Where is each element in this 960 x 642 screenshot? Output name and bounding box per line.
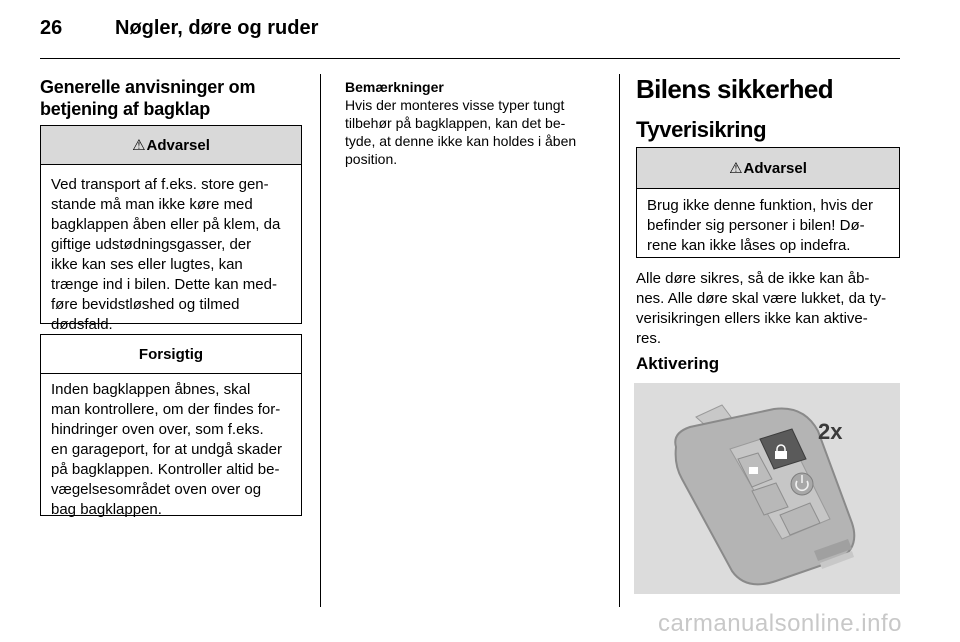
caution-box-header: Forsigtig xyxy=(41,335,301,374)
warning-box-anti-theft xyxy=(636,147,900,258)
warning-box-body: Brug ikke denne funktion, hvis der befinder sig personer i bilen! Dø- rene kan ikke låses op indefra. xyxy=(647,197,873,254)
page-number: 26 xyxy=(40,17,63,39)
warning-box-header: ⚠ Advarsel xyxy=(637,148,899,189)
warning-triangle-icon: ⚠ xyxy=(729,160,743,177)
header-rule xyxy=(40,58,900,59)
caution-box-tailgate xyxy=(40,334,302,516)
note-block: Bemærkninger Hvis der monteres visse typer tungt tilbehør på bagklappen, kan det be- tyde, at denne ikke kan holdes i åben position. xyxy=(345,78,611,168)
warning-box-tailgate xyxy=(40,125,302,333)
section-title-tailgate: Generelle anvisninger om betjening af bagklap xyxy=(40,77,256,119)
warning-triangle-icon: ⚠ xyxy=(132,137,146,154)
warning-box-header: ⚠ Advarsel xyxy=(41,126,301,165)
car-key-fob-icon xyxy=(634,383,900,594)
press-twice-label: 2x xyxy=(818,419,843,444)
page-title: Nøgler, døre og ruder xyxy=(115,17,319,39)
subheading-anti-theft: Tyverisikring xyxy=(636,117,767,142)
anti-theft-paragraph: Alle døre sikres, så de ikke kan åb- nes. Alle døre skal være lukket, da ty- verisikringen ellers ikke kan aktive- res. xyxy=(636,270,887,347)
heading-vehicle-security: Bilens sikkerhed xyxy=(636,74,834,104)
column-divider-left xyxy=(320,74,321,607)
note-title: Bemærkninger xyxy=(345,79,444,95)
activation-heading: Aktivering xyxy=(636,354,720,373)
watermark: carmanualsonline.info xyxy=(658,610,902,637)
key-fob-figure xyxy=(634,383,900,594)
column-divider-right xyxy=(619,74,620,607)
caution-box-body: Inden bagklappen åbnes, skal man kontrollere, om der findes for- hindringer oven over, som f.eks. en garageport, for at undgå skader på bagklappen. Kontroller altid be- vægelsesområdet oven over og bag bagklappen. xyxy=(51,381,282,518)
warning-box-body: Ved transport af f.eks. store gen- stande må man ikke køre med bagklappen åben eller på klem, da giftige udstødningsgasser, der ikke kan ses eller lugtes, kan trænge ind i bilen. Dette kan med- føre bevidstløshed og tilmed dødsfald. xyxy=(51,176,281,333)
